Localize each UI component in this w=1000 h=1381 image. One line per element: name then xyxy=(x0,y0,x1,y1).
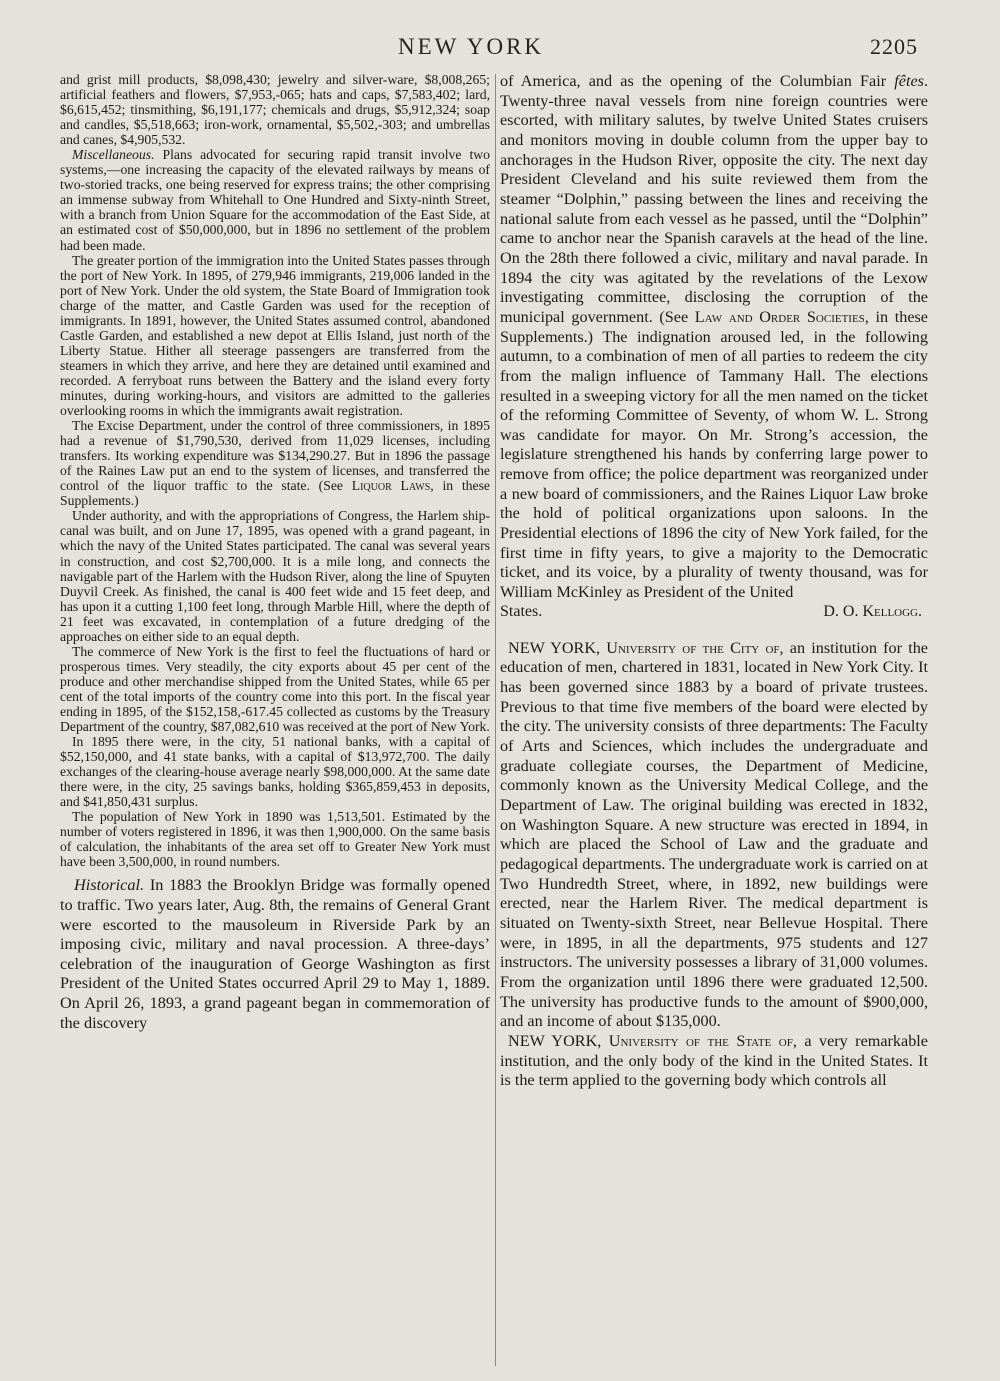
section-lead-miscellaneous: Miscellaneous. xyxy=(72,147,155,163)
paragraph-commerce: The commerce of New York is the first to feel the fluctuations of hard or prosperous times. Very steadily, the city exports about 45 per cent of the produce and other merchandise shipped from the United States, while 65 per cent of the total imports of the country come into this port. In the fiscal year ending in 1895, of the $152,158,-617.45 collected as customs by the Treasury Department of the country, $87,082,610 was received at the port of New York. xyxy=(60,643,490,735)
entry-title: NEW YORK, xyxy=(508,638,607,657)
entry-title: NEW YORK, xyxy=(508,1031,609,1050)
paragraph-excise: The Excise Department, under the control of three commissioners, in 1895 had a revenue of $1,790,530, derived from 11,029 licenses, including transfers. Its working expenditure was $134,290.27. But in 1896 the passage of the Raines Law put an end to the system of licenses, and transferred the control of the liquor traffic to the state. (See Liquor Laws, in these Supplements.) xyxy=(60,418,490,509)
running-head: NEW YORK xyxy=(398,34,545,59)
page-number: 2205 xyxy=(870,34,918,59)
paragraph-harlem-canal: Under authority, and with the appropriations of Congress, the Harlem ship-canal was built, and on June 17, 1895, was opened with a grand pageant, in which the navy of the United States participated. The canal was several years in construction, and cost $2,700,000. It is a mile long, and connects the navigable part of the Harlem with the Hudson River, along the line of Spuyten Duyvil Creek. As finished, the canal is 400 feet wide and 15 feet deep, and has upon it a cutting 1,100 feet long, through Marble Hill, where the depth of 21 feet was excavated, in contemplation of a future dredging of the approaches on either side to an equal depth. xyxy=(60,508,490,644)
small-print-section xyxy=(60,72,490,869)
paragraph-population: The population of New York in 1890 was 1,513,501. Estimated by the number of voters registered in 1896, it was then 1,900,000. On the same basis of calculation, the inhabitants of the area set off to Greater New York must have been 3,500,000, in round numbers. xyxy=(60,809,490,870)
cross-reference-law-and-order: Law and Order Societies xyxy=(694,307,865,326)
paragraph-banks: In 1895 there were, in the city, 51 national banks, with a capital of $52,150,000, and 41 state banks, with a capital of $13,972,700. The daily exchanges of the clearing-house average nearly $98,000,000. At the same date there were, in the city, 25 savings banks, holding $365,859,453 in deposits, and $41,850,431 surplus. xyxy=(60,734,490,810)
cross-reference-liquor-laws: Liquor Laws xyxy=(351,478,431,494)
right-column xyxy=(500,72,928,1091)
paragraph-miscellaneous: Miscellaneous. Plans advocated for securing rapid transit involve two systems,—one increasing the capacity of the elevated railways by means of two-storied tracks, one being reserved for express trains; the other comprising an immense subway from Whitehall to One Hundred and Sixty-ninth Street, with a branch from Union Square for the accommodation of the East Side, at an estimated cost of $50,000,000, but in 1896 no settlement of the problem had been made. xyxy=(60,147,490,253)
paragraph-historical-continued: of America, and as the opening of the Columbian Fair fêtes. Twenty-three naval vessels from nine foreign countries were escorted, with military salutes, by twelve United States cruisers and monitors moving in double column from the upper bay to anchorages in the Hudson River, opposite the city. The next day President Cleveland and his suite reviewed them from the steamer “Dolphin,” passing between the lines and receiving the national salute from each vessel as he passed, until the “Dolphin” came to anchor near the Spanish caravels at the head of the line. On the 28th there followed a civic, military and naval parade. In 1894 the city was agitated by the revelations of the Lexow investigating committee, disclosing the corruption of the municipal government. (See Law and Order Societies, in these Supplements.) The indignation aroused led, in the following autumn, to a combination of men of all parties to redeem the city from the malign influence of Tammany Hall. The elections resulted in a sweeping victory for all the men named on the ticket of the reforming Committee of Seventy, of whom W. L. Strong was candidate for mayor. On Mr. Strong’s accession, the legislature strengthened his hands by conferring large power to remove from office; the police department was reorganized under a new board of commissioners, and the Raines Liquor Law broke the hold of political organizations upon saloons. In the Presidential elections of 1896 the city of New York failed, for the first time in fifty years, to give a majority to the Democratic ticket, and its voice, by a plurality of twenty thousand, was for William McKinley as President of the United xyxy=(500,72,928,602)
author-signature: D. O. Kellogg. xyxy=(823,602,922,620)
entry-university-city: NEW YORK, University of the City of, an institution for the education of men, chartered in 1831, located in New York City. It has been governed since 1883 by a board of private trustees. Previous to that time five members of the board were elected by the city. The university consists of three departments: The Faculty of Arts and Sciences, which includes the undergraduate and graduate collegiate courses, the Department of Medicine, commonly known as the University Medical College, and the Department of Law. The original building was erected in 1832, on Washington Square. A new structure was erected in 1894, in which are placed the School of Law and the graduate and pedagogical departments. The undergraduate work is carried on at Two Hundredth Street, where, in 1892, new buildings were erected, near the Harlem River. The medical department is situated on Twenty-sixth Street, near Bellevue Hospital. There were, in 1895, in all the departments, 975 students and 127 instructors. The university possesses a library of 31,000 volumes. From the organization until 1896 there were graduated 12,500. The university has productive funds to the amount of $900,000, and an income of about $135,000. xyxy=(500,638,928,1031)
column-divider xyxy=(495,74,496,1366)
left-column xyxy=(60,72,490,1032)
entry-university-state: NEW YORK, University of the State of, a very remarkable institution, and the only body of the kind in the United States. It is the term applied to the governing body which controls all xyxy=(500,1031,928,1090)
paragraph-historical: Historical. In 1883 the Brooklyn Bridge was formally opened to traffic. Two years later, Aug. 8th, the remains of General Grant were escorted to the mausoleum in Riverside Park by an imposing civic, military and naval procession. A three-days’ celebration of the inauguration of George Washington as first President of the United States occurred April 29 to May 1, 1889. On April 26, 1893, a grand pageant began in commemoration of the discovery xyxy=(60,875,490,1032)
entry-subtitle: University of the City of xyxy=(606,638,780,657)
entry-subtitle: University of the State of xyxy=(608,1031,793,1050)
section-lead-historical: Historical. xyxy=(74,875,145,895)
signature-line: States. D. O. Kellogg. xyxy=(500,603,928,621)
paragraph-manufactures: and grist mill products, $8,098,430; jewelry and silver-ware, $8,008,265; artificial feathers and flowers, $7,953,-065; hats and caps, $7,583,402; lard, $6,615,452; tinsmithing, $6,191,177; chemicals and drugs, $5,912,324; soap and candles, $5,518,663; iron-work, ornamental, $5,502,-303; and umbrellas and canes, $4,905,532. xyxy=(60,72,490,148)
paragraph-immigration: The greater portion of the immigration into the United States passes through the port of New York. In 1895, of 279,946 immigrants, 219,006 landed in the port of New York. Under the old system, the State Board of Immigration took charge of the matter, and Castle Garden was used for the reception of immigrants. In 1891, however, the United States assumed control, abandoned Castle Garden, and established a new depot at Ellis Island, just north of the Liberty Statue. Hither all steerage passengers are transferred from the steamers in which they arrive, and here they are detained until examined and recorded. A ferryboat runs between the Battery and the island every forty minutes, during working-hours, and visitors are admitted to the galleries overlooking rooms in which the immigrants await registration. xyxy=(60,252,490,419)
large-print-section xyxy=(60,875,490,1032)
